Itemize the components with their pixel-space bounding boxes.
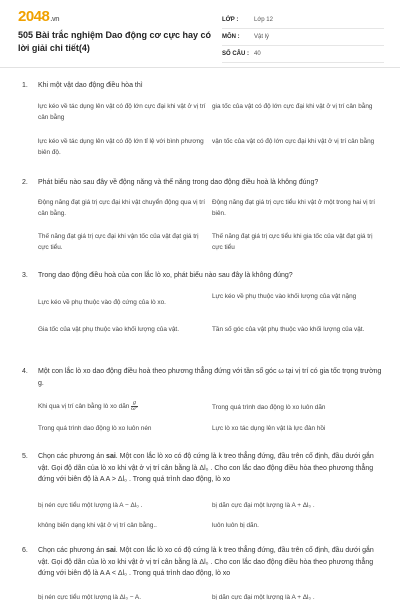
question-text [38,451,384,486]
option-d[interactable]: Tần số góc của vật phụ thuộc vào khối lượng của vật. [212,326,365,333]
g-over-omega-squared: $\frac{g}{\text{ω²}}$ [131,400,138,412]
option-d[interactable]: luôn luôn bị dãn. [212,522,259,529]
option-c[interactable]: Trong quá trình dao động lò xo luôn nén [38,425,152,432]
option-d[interactable]: Lực lò xo tác dụng lên vật là lực đàn hồi [212,425,326,432]
option-a[interactable]: bị nén cực tiểu một lượng là Δl₀ − A. [38,594,141,600]
meta-count-row [222,46,384,63]
question-number: 4. [22,368,28,375]
question-number: 2. [22,179,28,186]
question-body: . Một con lắc lò xo có độ cứng là k treo thẳng đứng, đầu trên cố định, đầu dưới gắn vật. Gọi độ dãn của lò xo khi vật ở vị trí cân bằng là Δl₀ . Cho con lắc dao động điều hòa theo phương thẳng đứng với biên độ là A A > Δl₀ . Trong quá trình dao động, lò xo [38,453,374,483]
question-body: . Một con lắc lò xo có độ cứng là k treo thẳng đứng, đầu trên cố định, đầu dưới gắn vật. Gọi độ dãn của lò xo khi vật ở vị trí cân bằng là Δl₀ . Cho con lắc dao động điều hòa theo phương thẳng đứng với biên độ là A A < Δl₀ . Trong quá trình dao động, lò xo [38,547,374,577]
option-b[interactable]: bị dãn cực đại một lượng là A + Δl₀ . [212,594,315,600]
option-c[interactable]: Thế năng đạt giá trị cực đại khi vận tốc của vật đạt giá trị cực tiểu. [38,233,199,251]
meta-label: SỐ CÂU : [222,51,249,57]
question-prefix: Chọn các phương án [38,547,107,554]
option-a[interactable]: bị nén cực tiểu một lượng là A − Δl₀ . [38,502,143,509]
meta-value: Vật lý [254,34,270,40]
question-number: 6. [22,547,28,554]
option-c[interactable]: lực kéo về tác dụng lên vật có độ lớn tỉ lệ với bình phương biên độ. [38,138,204,156]
option-b[interactable]: Trong quá trình dao động lò xo luôn dãn [212,404,326,411]
question-emphasis: sai [106,547,116,554]
question-number: 1. [22,82,28,89]
meta-label: LỚP : [222,17,239,23]
document-meta [222,12,384,63]
option-a[interactable] [38,401,208,413]
option-c[interactable]: Gia tốc của vật phụ thuộc vào khối lượng của vật. [38,326,179,333]
option-d[interactable]: vận tốc của vật có độ lớn cực đại khi vật ở vị trí cân bằng [212,138,375,145]
question-number: 5. [22,453,28,460]
document-title: 505 Bài trắc nghiệm Dao động cơ cực hay có lời giải chi tiết(4) [18,30,211,53]
question-text: Một con lắc lò xo dao động điều hoà theo phương thẳng đứng với tần số góc ω tại vị trí có gia tốc trọng trường g. [38,368,382,387]
meta-value: 40 [254,51,261,57]
option-a[interactable]: Lực kéo về phụ thuộc vào độ cứng của lò xo. [38,299,166,306]
question-emphasis: sai [106,453,116,460]
option-b[interactable]: Lực kéo về phụ thuộc vào khối lượng của vật nặng [212,293,357,300]
question-text: Trong dao động điều hoà của con lắc lò xo, phát biểu nào sau đây là không đúng? [38,272,293,279]
question-number: 3. [22,272,28,279]
option-a-text: Khi qua vị trí cân bằng lò xo dãn [38,403,130,411]
option-c[interactable]: không biến dạng khi vật ở vị trí cân bằng.. [38,522,157,529]
meta-value: Lớp 12 [254,17,273,23]
option-b[interactable]: bị dãn cực đại một lượng là A + Δl₀ . [212,502,315,509]
site-logo[interactable]: 2048.vn [18,8,59,25]
question-text: Khi một vật dao động điều hòa thì [38,82,143,89]
meta-label: MÔN : [222,34,240,40]
question-text [38,545,384,580]
option-a[interactable]: lực kéo về tác dụng lên vật có độ lớn cực đại khi vật ở vị trí cân bằng [38,103,206,121]
option-b[interactable]: Động năng đạt giá trị cực tiểu khi vật ở một trong hai vị trí biên. [212,199,375,217]
option-b[interactable]: gia tốc của vật có độ lớn cực đại khi vật ở vị trí cân bằng [212,103,373,110]
document-header [0,0,400,68]
question-prefix: Chọn các phương án [38,453,107,460]
option-a[interactable]: Động năng đạt giá trị cực đại khi vật chuyển động qua vị trí cân bằng. [38,199,205,217]
option-d[interactable]: Thế năng đạt giá trị cực tiểu khi gia tốc của vật đạt giá trị cực tiểu [212,233,373,251]
question-text: Phát biểu nào sau đây về động năng và thế năng trong dao động điều hoà là không đúng? [38,179,319,186]
meta-subject-row [222,29,384,46]
meta-class-row [222,12,384,29]
